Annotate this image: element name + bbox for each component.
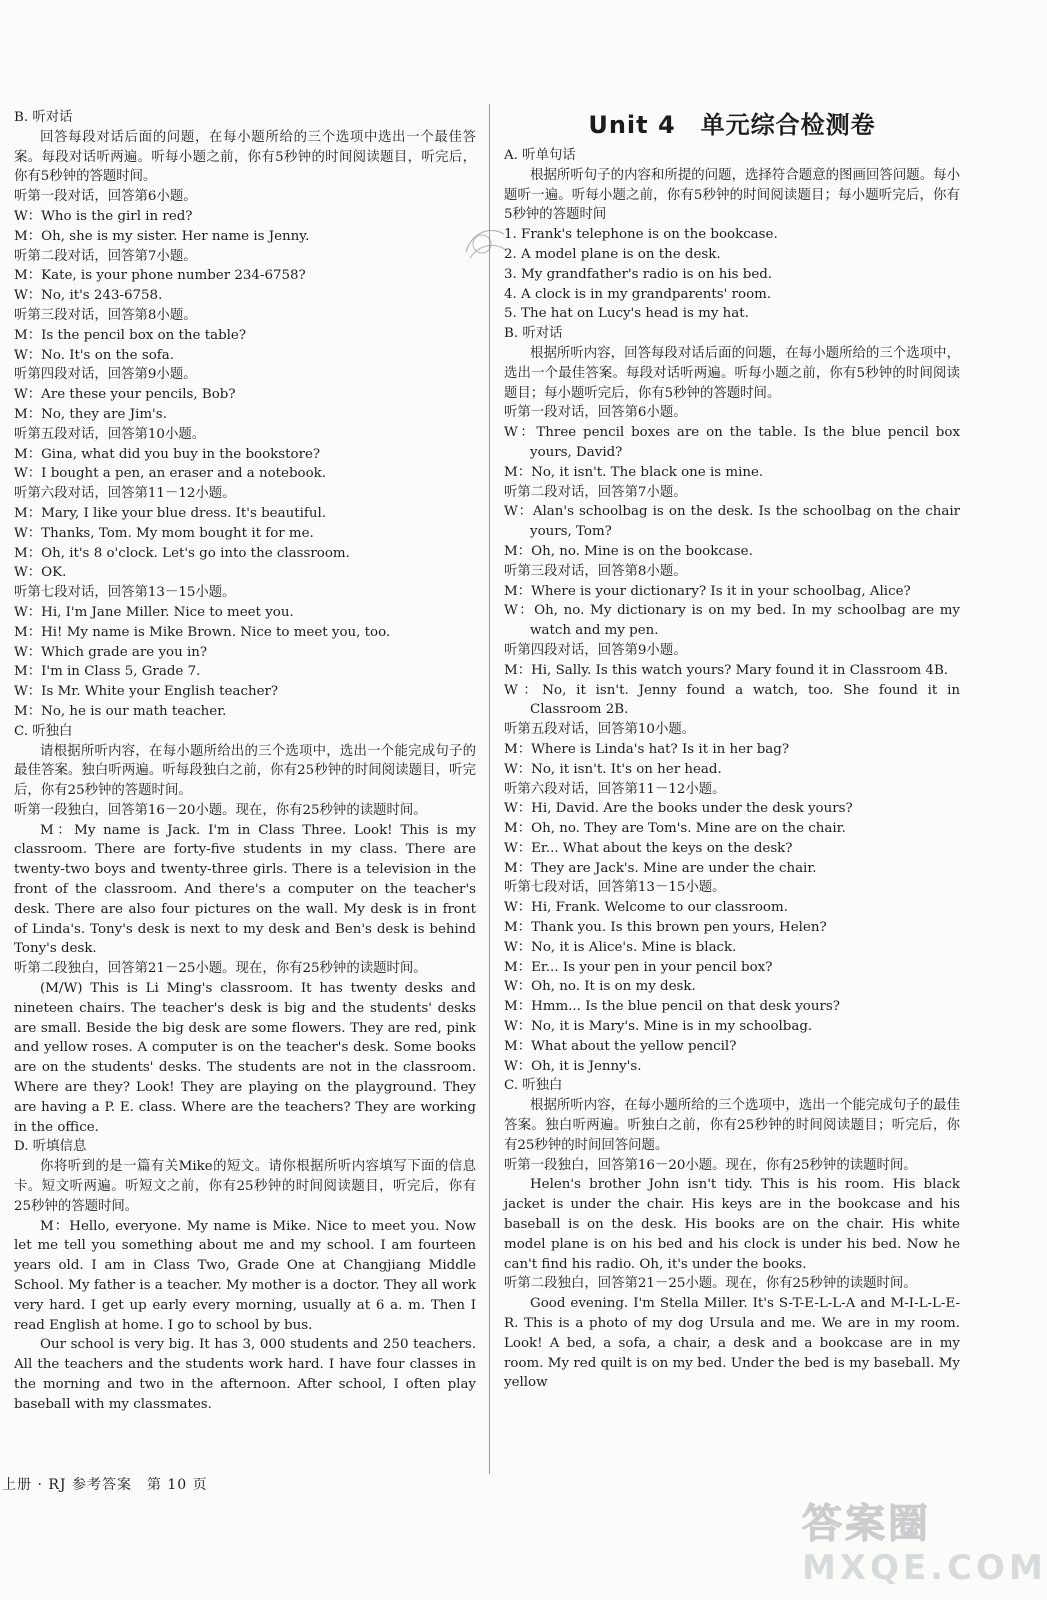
dialogue-line: 听第五段对话，回答第10小题。 <box>504 722 696 738</box>
watermark-text-top: 答案圈 <box>802 1501 931 1547</box>
dialogue-line: M：No, it isn't. The black one is mine. <box>504 464 764 480</box>
dialogue-line: W：I bought a pen, an eraser and a notebook. <box>14 466 327 482</box>
dialogue-line: M：Mary, I like your blue dress. It's beautiful. <box>14 505 326 521</box>
sentence-item: 2. A model plane is on the desk. <box>504 246 721 262</box>
dialogue-line: 听第一段对话，回答第6小题。 <box>14 189 197 205</box>
dialogue-line: 听第六段对话，回答第11－12小题。 <box>504 781 726 797</box>
section-b-instructions: 根据所听内容，回答每段对话后面的问题，在每小题所给的三个选项中，选出一个最佳答案。每段对话听两遍。听每小题之前，你有5秒钟的时间阅读题目；每小题听完后，你有5秒钟的答题时间。 <box>504 345 960 401</box>
dialogue-line: M：Hi, Sally. Is this watch yours? Mary found it in Classroom 4B. <box>504 662 949 678</box>
dialogue-line: W：Hi, I'm Jane Miller. Nice to meet you. <box>14 604 294 620</box>
watermark-logo <box>802 1500 1047 1596</box>
column-divider <box>489 104 490 1474</box>
section-b-title: B. 听对话 <box>504 326 563 342</box>
dialogue-line: M：Gina, what did you buy in the bookstore? <box>14 446 321 462</box>
dialogue-line: M：They are Jack's. Mine are under the chair. <box>504 860 817 876</box>
sentence-item: 1. Frank's telephone is on the bookcase. <box>504 227 778 243</box>
ink-stamp-icon <box>460 222 512 266</box>
dialogue-line: 听第七段对话，回答第13－15小题。 <box>504 880 726 896</box>
sentence-item: 3. My grandfather's radio is on his bed. <box>504 266 773 282</box>
passage-paragraph-2: Our school is very big. It has 3, 000 students and 250 teachers. All the teachers and the students work hard. I have four classes in the morning and two in the afternoon. After school, I often play baseball with my classmates. <box>14 1337 476 1412</box>
monologue-1-heading: 听第一段独白，回答第16－20小题。现在，你有25秒钟的读题时间。 <box>14 802 427 818</box>
dialogue-line: 听第三段对话，回答第8小题。 <box>504 563 687 579</box>
dialogue-line: M：No, they are Jim's. <box>14 406 167 422</box>
dialogue-line: 听第六段对话，回答第11－12小题。 <box>14 486 236 502</box>
section-c-title: C. 听独白 <box>14 723 73 739</box>
dialogue-line: M：No, he is our math teacher. <box>14 703 227 719</box>
section-a-title: A. 听单句话 <box>504 148 576 163</box>
dialogue-line: 听第五段对话，回答第10小题。 <box>14 426 206 442</box>
dialogue-line: W：Are these your pencils, Bob? <box>14 387 236 403</box>
section-d-instructions: 你将听到的是一篇有关Mike的短文。请你根据所听内容填写下面的信息卡。短文听两遍。听短文之前，你有25秒钟的时间阅读题目，听完后，你有25秒钟的答题时间。 <box>14 1159 476 1214</box>
section-a-instructions: 根据所听句子的内容和所提的问题，选择符合题意的图画回答问题。每小题听一遍。听每小题之前，你有5秒钟的时间阅读题目；每小题听完后，你有5秒钟的答题时间 <box>504 167 960 223</box>
left-column <box>14 108 476 1415</box>
dialogue-line: 听第四段对话，回答第9小题。 <box>14 367 197 383</box>
section-b-dialogues <box>504 403 960 1076</box>
passage-paragraph-1: M：Hello, everyone. My name is Mike. Nice to meet you. Now let me tell you something about me and my school. I am fourteen years old. I am in Class Two, Grade One at Changjiang Middle School. My father is a teacher. My mother is a doctor. They all work very hard. I get up early every morning, usually at 6 a. m. Then I read English at home. I go to school by bus. <box>14 1218 476 1333</box>
dialogue-line: W：Er... What about the keys on the desk? <box>504 840 793 856</box>
dialogue-line: W：No, it is Alice's. Mine is black. <box>504 939 737 955</box>
dialogue-line: W：No, it isn't. It's on her head. <box>504 761 722 777</box>
dialogue-line: W：Is Mr. White your English teacher? <box>14 684 279 700</box>
monologue-2-heading: 听第二段独白，回答第21－25小题。现在，你有25秒钟的读题时间。 <box>14 961 427 977</box>
dialogue-line: W：Oh, no. It is on my desk. <box>504 979 696 995</box>
dialogue-line: 听第四段对话，回答第9小题。 <box>504 642 687 658</box>
monologue-1-text: Helen's brother John isn't tidy. This is his room. His black jacket is under the chair. His keys are in the bookcase and his baseball is on the desk. His books are on the chair. His white model plane is on his bed and his clock is under his bed. Now he can't find his radio. Oh, it's under the books. <box>504 1177 960 1272</box>
dialogue-line: W：OK. <box>14 565 67 581</box>
dialogue-line: W：Who is the girl in red? <box>14 208 193 224</box>
dialogue-line: W：Alan's schoolbag is on the desk. Is the schoolbag on the chair yours, Tom? <box>504 504 960 540</box>
dialogue-line: W：Hi, David. Are the books under the desk yours? <box>504 801 853 817</box>
section-c-title: C. 听独白 <box>504 1078 563 1094</box>
dialogue-line: M：Oh, no. Mine is on the bookcase. <box>504 543 753 559</box>
dialogue-line: W：No, it is Mary's. Mine is in my schoolbag. <box>504 1019 813 1035</box>
dialogue-line: M：Hmm... Is the blue pencil on that desk yours? <box>504 999 840 1015</box>
dialogue-line: M：Where is your dictionary? Is it in your schoolbag, Alice? <box>504 583 911 599</box>
dialogue-line: M：Hi! My name is Mike Brown. Nice to meet you, too. <box>14 624 391 640</box>
dialogue-line: 听第三段对话，回答第8小题。 <box>14 307 197 323</box>
section-b-instructions: 回答每段对话后面的问题，在每小题所给的三个选项中选出一个最佳答案。每段对话听两遍。听每小题之前，你有5秒钟的时间阅读题目，听完后，你有5秒钟的答题时间。 <box>14 129 476 185</box>
sentence-item: 4. A clock is in my grandparents' room. <box>504 286 772 302</box>
monologue-2-text: Good evening. I'm Stella Miller. It's S-T-E-L-L-A and M-I-L-L-E-R. This is a photo of my dog Ursula and me. We are in my room. Look! A bed, a sofa, a chair, a desk and a bookcase are in my room. My red quilt is on my bed. Under the bed is my baseball. My yellow <box>504 1296 960 1391</box>
dialogue-line: 听第七段对话，回答第13－15小题。 <box>14 585 236 601</box>
dialogue-line: W：Oh, it is Jenny's. <box>504 1058 642 1074</box>
dialogue-line: W：Hi, Frank. Welcome to our classroom. <box>504 900 788 916</box>
dialogue-line: 听第二段对话，回答第7小题。 <box>14 248 197 264</box>
dialogue-line: M：Er... Is your pen in your pencil box? <box>504 959 773 975</box>
dialogue-line: W：No. It's on the sofa. <box>14 347 174 363</box>
dialogue-line: M：Is the pencil box on the table? <box>14 327 247 343</box>
section-b-title: B. 听对话 <box>14 110 73 125</box>
dialogue-line: W：No, it's 243-6758. <box>14 288 163 304</box>
watermark-text-bottom: MXQE.COM <box>802 1548 1047 1588</box>
dialogue-line: M：What about the yellow pencil? <box>504 1038 737 1054</box>
section-c-instructions: 请根据所听内容，在每小题所给出的三个选项中，选出一个能完成句子的最佳答案。独白听两遍。听每段独白之前，你有25秒钟的时间阅读题目，听完后，你有25秒钟的答题时间。 <box>14 743 476 799</box>
unit-title: Unit 4 单元综合检测卷 <box>588 111 876 139</box>
dialogue-line: M：Where is Linda's hat? Is it in her bag? <box>504 741 790 757</box>
section-d-title: D. 听填信息 <box>14 1139 87 1155</box>
dialogue-line: W：Which grade are you in? <box>14 644 208 660</box>
dialogue-line: M：Thank you. Is this brown pen yours, Helen? <box>504 920 827 936</box>
dialogue-line: M：Oh, it's 8 o'clock. Let's go into the classroom. <box>14 545 350 561</box>
dialogue-line: M：Oh, she is my sister. Her name is Jenny. <box>14 228 310 244</box>
dialogue-line: W：Thanks, Tom. My mom bought it for me. <box>14 525 314 541</box>
dialogue-line: W：Three pencil boxes are on the table. Is the blue pencil box yours, David? <box>504 425 960 460</box>
dialogue-line: W：No, it isn't. Jenny found a watch, too. She found it in Classroom 2B. <box>504 682 960 718</box>
dialogue-line: M：I'm in Class 5, Grade 7. <box>14 664 201 680</box>
monologue-2-text: (M/W) This is Li Ming's classroom. It has twenty desks and nineteen chairs. The teacher's desk is big and the students' desks are small. Beside the big desk are some flowers. They are red, pink and yellow roses. A computer is on the teacher's desk. Some books are on the students' desks. The students are not in the classroom. Where are they? Look! They are playing on the playground. They are having a P. E. class. Where are the teachers? They are working in the office. <box>14 981 476 1135</box>
sentence-item: 5. The hat on Lucy's head is my hat. <box>504 306 749 322</box>
dialogue-line: M：Kate, is your phone number 234-6758? <box>14 268 306 284</box>
dialogue-line: M：Oh, no. They are Tom's. Mine are on the chair. <box>504 821 846 837</box>
page-footer: 上册 · RJ 参考答案 第 10 页 <box>2 1477 208 1493</box>
dialogue-line: 听第一段对话，回答第6小题。 <box>504 405 687 421</box>
dialogue-line: W：Oh, no. My dictionary is on my bed. In my schoolbag are my watch and my pen. <box>504 603 960 639</box>
right-column <box>504 108 960 1393</box>
dialogue-line: 听第二段对话，回答第7小题。 <box>504 484 687 500</box>
monologue-1-heading: 听第一段独白，回答第16－20小题。现在，你有25秒钟的读题时间。 <box>504 1157 917 1173</box>
section-b-dialogues <box>14 187 476 722</box>
section-c-instructions: 根据所听内容，在每小题所给的三个选项中，选出一个能完成句子的最佳答案。独白听两遍。听独白之前，你有25秒钟的时间阅读题目；听完后，你有25秒钟的时间回答问题。 <box>504 1098 960 1153</box>
monologue-1-text: M：My name is Jack. I'm in Class Three. Look! This is my classroom. There are forty-five students in my class. There are twenty-two boys and twenty-three girls. There is a television in the front of the classroom. And there's a computer on the teacher's desk. There are also four pictures on the wall. My desk is in front of Linda's. Tony's desk is next to my desk and Ben's desk is behind Tony's desk. <box>14 822 476 957</box>
monologue-2-heading: 听第二段独白，回答第21－25小题。现在，你有25秒钟的读题时间。 <box>504 1276 917 1292</box>
